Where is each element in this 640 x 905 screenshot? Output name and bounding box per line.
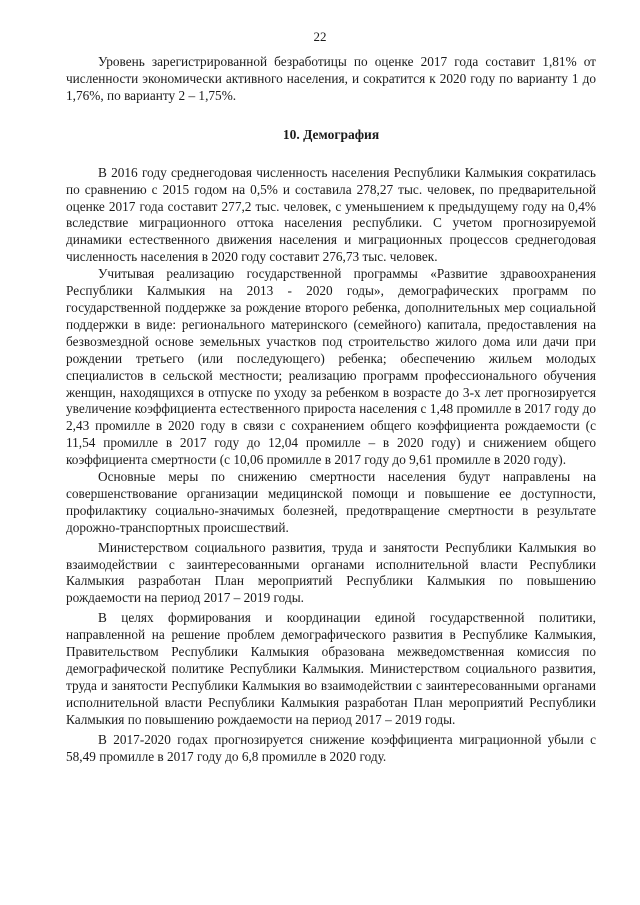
section-heading: 10. Демография [282,126,380,142]
page-number: 22 [313,29,327,44]
healthcare-program-paragraph: Учитывая реализацию государственной программы «Развитие здравоохранения Республики Калмыкия на 2013 - 2020 годы», демографических программ по государственной поддержке за рождение второго ребенка, дополнительных мер социальной поддержки в виде: регионального материнского (семейного) капитала, предоставления на безвозмездной основе земельных участков под строительство жилого дома или дачи при рождении третьего (или последующего) ребенка; обеспечению жильем молодых специалистов в сельской местности; реализацию программ профессионального обучения женщин, находящихся в отпуске по уходу за ребенком в возрасте до 3-х лет прогнозируется увеличение коэффициента естественного прироста населения с 1,48 промилле в 2017 году до 2,43 промилле в 2020 году в связи с сохранением общего коэффициента рождаемости (с 11,54 промилле в 2017 году до 12,04 промилле – в 2020 году) и снижением общего коэффициента смертности (с 10,06 промилле в 2017 году до 9,61 промилле в 2020 году). [66,266,596,468]
migration-forecast-paragraph: В 2017-2020 годах прогнозируется снижение коэффициента миграционной убыли с 58,49 промилле в 2017 году до 6,8 промилле в 2020 году. [66,731,596,764]
demographic-commission-paragraph: В целях формирования и координации единой государственной политики, направленной на решение проблем демографического развития в Республике Калмыкия, Правительством Республики Калмыкия образована межведомственная комиссия по демографической политике Республики Калмыкия. Министерством социального развития, труда и занятости Республики Калмыкия во взаимодействии с заинтересованными органами исполнительной власти Республики Калмыкия разработан План мероприятий Республики Калмыкия по повышению рождаемости на период 2017 – 2019 годы. [66,610,596,727]
mortality-measures-paragraph: Основные меры по снижению смертности населения будут направлены на совершенствование организации медицинской помощи и повышение ее доступности, профилактику социально-значимых болезней, предотвращение смертности в результате дорожно-транспортных происшествий. [66,469,596,535]
population-paragraph: В 2016 году среднегодовая численность населения Республики Калмыкия сократилась по сравнению с 2015 годом на 0,5% и составила 278,27 тыс. человек, по предварительной оценке 2017 года составит 277,2 тыс. человек, с уменьшением к предыдущему году на 0,4% вследствие миграционного оттока населения республики. С учетом прогнозируемой динамики естественного движения населения и миграционных процессов среднегодовая численность населения в 2020 году составит 276,73 тыс. человек. [66,164,596,265]
document-body [66,54,596,765]
birth-rate-plan-paragraph: Министерством социального развития, труда и занятости Республики Калмыкия во взаимодействии с заинтересованными органами исполнительной власти Республики Калмыкия разработан План мероприятий Республики Калмыкия по повышению рождаемости на период 2017 – 2019 годы. [66,539,596,606]
unemployment-paragraph: Уровень зарегистрированной безработицы по оценке 2017 года составит 1,81% от численности экономически активного населения, и сократится к 2020 году по варианту 1 до 1,76%, по варианту 2 – 1,75%. [66,54,596,103]
